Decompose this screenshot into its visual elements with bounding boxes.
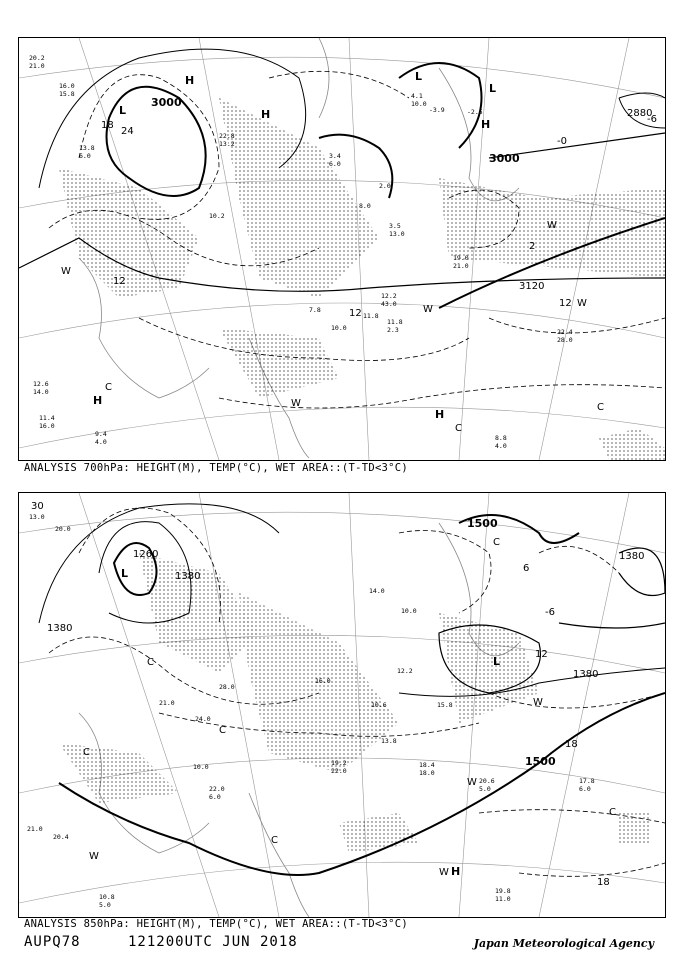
system-cold-b4: C	[271, 835, 278, 846]
temp-label-1: 18	[101, 120, 114, 131]
height-label-3: 3120	[519, 281, 545, 292]
obs-36: -2.5	[467, 108, 483, 116]
system-warm-1: W	[61, 266, 71, 277]
system-low-b2: L	[493, 655, 501, 668]
obs-17: 13.0	[389, 230, 405, 238]
system-warm-2: W	[423, 304, 433, 315]
obs-b25: 10.0	[401, 607, 417, 615]
temp-label-b4: 6	[523, 563, 530, 574]
height-label-b1: 1260	[133, 549, 159, 560]
obs-15: 8.0	[359, 202, 371, 210]
height-label-b4: 1500	[467, 517, 498, 530]
map-700hpa	[19, 38, 665, 460]
obs-b7: 10.0	[193, 763, 209, 771]
system-high-4: H	[93, 394, 103, 407]
height-label-4: 2880	[627, 108, 653, 119]
system-warm-4: W	[577, 298, 587, 309]
obs-b12: 17.8	[579, 777, 595, 785]
obs-b8: 21.0	[159, 699, 175, 707]
obs-b21: 10.6	[371, 701, 387, 709]
system-cold-1: C	[105, 382, 112, 393]
obs-4: 15.8	[59, 90, 75, 98]
obs-6: 6.0	[79, 152, 91, 160]
obs-b9: 16.0	[315, 677, 331, 685]
system-cold-b5: C	[609, 807, 616, 818]
obs-b4: 28.0	[219, 683, 235, 691]
obs-19: 12.2	[381, 292, 397, 300]
obs-b14: 19.8	[495, 887, 511, 895]
system-high-1: H	[185, 74, 195, 87]
height-label-2: 3000	[489, 152, 520, 165]
obs-13: 4.1	[411, 92, 423, 100]
obs-34: 4.0	[495, 442, 507, 450]
obs-b26: 21.0	[27, 825, 43, 833]
temp-label-4: -0	[557, 136, 567, 147]
agency-name: Japan Meteorological Agency	[473, 937, 654, 950]
temp-label-b6: 18	[597, 877, 610, 888]
system-warm-b2: W	[89, 851, 99, 862]
obs-b29: 5.0	[99, 901, 111, 909]
system-high-b1: H	[451, 865, 461, 878]
obs-2: 20.2	[29, 54, 45, 62]
obs-30: 16.0	[39, 422, 55, 430]
obs-b19: 18.0	[419, 769, 435, 777]
system-low-2: L	[415, 70, 423, 83]
obs-38: 21.0	[453, 262, 469, 270]
obs-23: 7.8	[309, 306, 321, 314]
obs-32: 14.0	[33, 388, 49, 396]
system-cold-b1: C	[493, 537, 500, 548]
system-cold-b6: C	[219, 725, 226, 736]
system-warm-b4: W	[467, 777, 477, 788]
chart-700hpa	[18, 37, 666, 461]
obs-b18: 18.4	[419, 761, 435, 769]
obs-11: 6.0	[329, 160, 341, 168]
obs-5: 13.8	[79, 144, 95, 152]
chart-datetime: 121200UTC JUN 2018	[128, 934, 298, 950]
obs-b27: 20.4	[53, 833, 69, 841]
obs-b10: 20.6	[479, 777, 495, 785]
system-cold-2: C	[455, 423, 462, 434]
obs-b17: 22.0	[331, 767, 347, 775]
obs-b22: 14.0	[369, 587, 385, 595]
height-label-b6: 1380	[573, 669, 599, 680]
temp-label-2: 24	[121, 126, 134, 137]
obs-16: 3.5	[389, 222, 401, 230]
obs-9: 10.2	[209, 212, 225, 220]
obs-24: 10.0	[331, 324, 347, 332]
caption-850hpa: ANALYSIS 850hPa: HEIGHT(M), TEMP(°C), WET AREA::(T-TD<3°C)	[24, 918, 409, 930]
obs-b1: 13.0	[29, 513, 45, 521]
caption-700hpa: ANALYSIS 700hPa: HEIGHT(M), TEMP(°C), WET AREA::(T-TD<3°C)	[24, 462, 409, 474]
system-warm-5: W	[291, 398, 301, 409]
system-cold-b2: C	[147, 657, 154, 668]
system-low-b1: L	[121, 567, 129, 580]
obs-8: 13.2	[219, 140, 235, 148]
temp-label-b5: -6	[545, 607, 555, 618]
obs-12: 2.0	[379, 182, 391, 190]
obs-7: 22.8	[219, 132, 235, 140]
obs-18: 11.8	[363, 312, 379, 320]
obs-b20: 13.8	[381, 737, 397, 745]
height-label-1: 3000	[151, 96, 182, 109]
obs-b23: 15.8	[437, 701, 453, 709]
temp-label-8: 2	[529, 241, 536, 252]
obs-37: 19.0	[453, 254, 469, 262]
obs-27: 9.4	[95, 430, 107, 438]
obs-22: 2.3	[387, 326, 399, 334]
obs-b6: 6.0	[209, 793, 221, 801]
obs-1: 21.0	[29, 62, 45, 70]
system-cold-3: C	[597, 402, 604, 413]
obs-3: 16.0	[59, 82, 75, 90]
temp-label-6: 12	[349, 308, 362, 319]
system-high-2: H	[261, 108, 271, 121]
obs-b2: 20.0	[55, 525, 71, 533]
obs-b16: 19.2	[331, 759, 347, 767]
obs-33: 8.8	[495, 434, 507, 442]
obs-b11: 5.0	[479, 785, 491, 793]
height-label-b5: 1380	[619, 551, 645, 562]
system-high-3: H	[481, 118, 491, 131]
obs-10: 3.4	[329, 152, 341, 160]
temp-label-b2: 12	[535, 649, 548, 660]
temp-label-b1: 30	[31, 501, 44, 512]
obs-20: 43.0	[381, 300, 397, 308]
temp-label-7: 12	[559, 298, 572, 309]
system-cold-b3: C	[83, 747, 90, 758]
obs-21: 11.8	[387, 318, 403, 326]
chart-code: AUPQ78	[24, 934, 81, 950]
height-label-b7: 1500	[525, 755, 556, 768]
obs-14: 10.0	[411, 100, 427, 108]
temp-label-b3: 18	[565, 739, 578, 750]
system-low-1: L	[119, 104, 127, 117]
obs-b15: 11.0	[495, 895, 511, 903]
obs-35: -3.9	[429, 106, 445, 114]
system-warm-b1: W	[533, 697, 543, 708]
obs-b3: 24.0	[195, 715, 211, 723]
system-warm-b3: W	[439, 867, 449, 878]
height-label-b2: 1380	[175, 571, 201, 582]
system-low-3: L	[489, 82, 497, 95]
obs-b5: 22.0	[209, 785, 225, 793]
obs-b24: 12.2	[397, 667, 413, 675]
height-label-b3: 1380	[47, 623, 73, 634]
system-high-5: H	[435, 408, 445, 421]
system-warm-3: W	[547, 220, 557, 231]
chart-850hpa	[18, 492, 666, 918]
obs-25: 22.4	[557, 328, 573, 336]
map-850hpa	[19, 493, 665, 917]
obs-29: 11.4	[39, 414, 55, 422]
obs-31: 12.6	[33, 380, 49, 388]
obs-26: 28.0	[557, 336, 573, 344]
temp-label-5: -6	[647, 114, 657, 125]
obs-28: 4.0	[95, 438, 107, 446]
obs-b13: 6.0	[579, 785, 591, 793]
obs-b28: 10.8	[99, 893, 115, 901]
temp-label-3: 12	[113, 276, 126, 287]
